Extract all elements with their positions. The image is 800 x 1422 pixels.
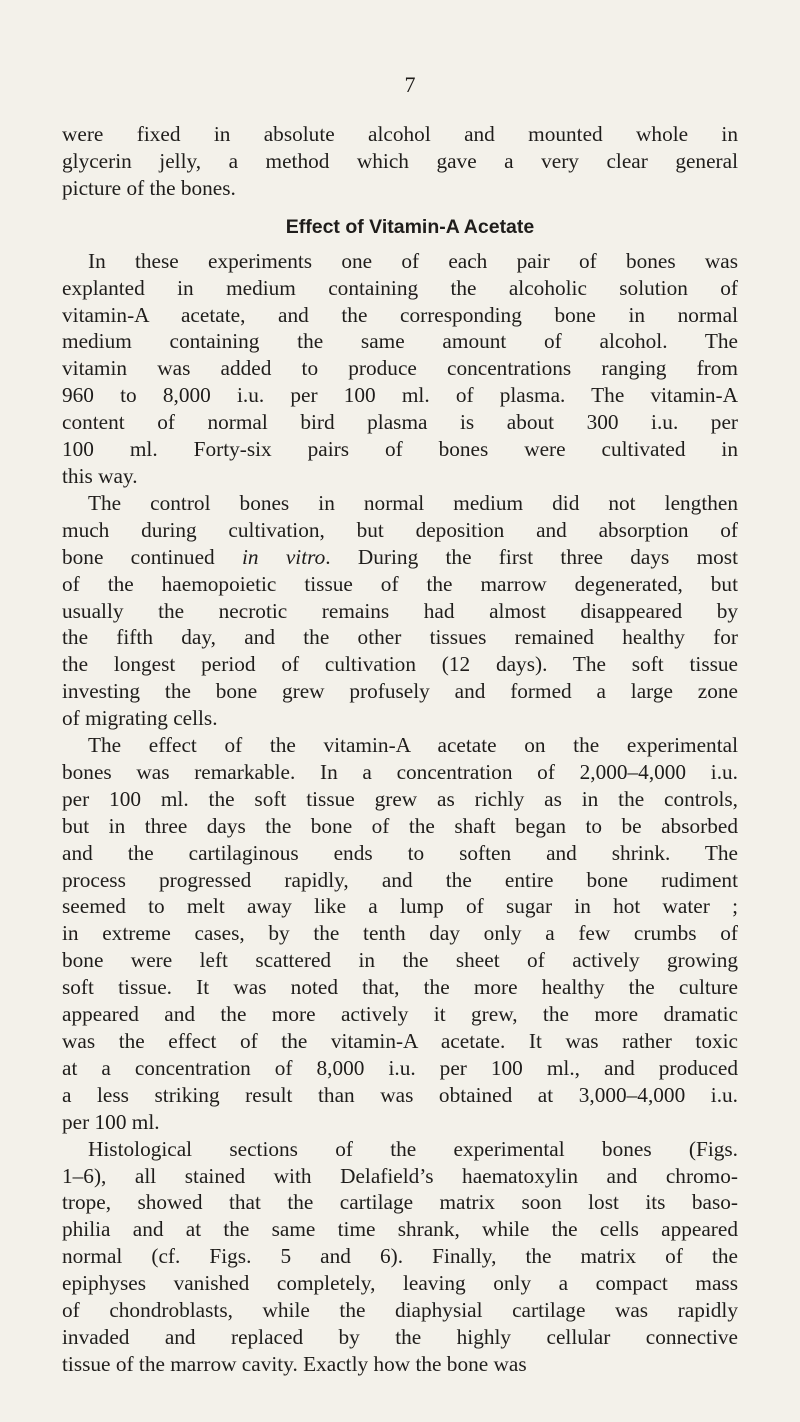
text-line: vitamin was added to produce concentrations ranging from: [62, 356, 738, 381]
text-line: a less striking result than was obtained at 3,000–4,000 i.u.: [62, 1082, 738, 1107]
text-line: per 100 ml.: [62, 1109, 160, 1134]
text-line: 960 to 8,000 i.u. per 100 ml. of plasma. The vitamin-A: [62, 383, 738, 408]
text-line: Histological sections of the experimental bones (Figs.: [88, 1136, 738, 1161]
text-line: in extreme cases, by the tenth day only a few crumbs of: [62, 921, 738, 946]
body-paragraph: [62, 248, 738, 490]
text-line: appeared and the more actively it grew, the more dramatic: [62, 1002, 738, 1027]
text-line: investing the bone grew profusely and formed a large zone: [62, 679, 738, 704]
text-line: bone continued in vitro. During the first three days most: [62, 544, 739, 569]
text-line: were fixed in absolute alcohol and mounted whole in: [62, 122, 738, 146]
body-paragraphs: [62, 248, 738, 1378]
text-line: of migrating cells.: [62, 706, 218, 731]
text-line: this way.: [62, 463, 138, 488]
text-line: epiphyses vanished completely, leaving only a compact mass: [62, 1271, 738, 1296]
text-line: and the cartilaginous ends to soften and shrink. The: [62, 840, 738, 865]
text-line: the longest period of cultivation (12 days). The soft tissue: [62, 652, 738, 677]
text-line: tissue of the marrow cavity. Exactly how the bone was: [62, 1351, 527, 1376]
text-line: of the haemopoietic tissue of the marrow degenerated, but: [62, 571, 738, 596]
text-line: of chondroblasts, while the diaphysial cartilage was rapidly: [62, 1298, 738, 1323]
page-number: 7: [404, 72, 416, 97]
section-heading: Effect of Vitamin-A Acetate: [285, 215, 535, 238]
body-paragraph: [62, 1136, 738, 1378]
text-line: per 100 ml. the soft tissue grew as richly as in the controls,: [62, 786, 738, 811]
text-line: vitamin-A acetate, and the corresponding bone in normal: [62, 302, 738, 327]
text-line: normal (cf. Figs. 5 and 6). Finally, the matrix of the: [62, 1244, 738, 1269]
text-line: usually the necrotic remains had almost disappeared by: [62, 598, 738, 623]
text-line: process progressed rapidly, and the entire bone rudiment: [62, 867, 738, 892]
text-line: soft tissue. It was noted that, the more healthy the culture: [62, 975, 738, 1000]
text-line: invaded and replaced by the highly cellular connective: [62, 1324, 738, 1349]
text-line: seemed to melt away like a lump of sugar in hot water ;: [62, 894, 738, 919]
text-line: was the effect of the vitamin-A acetate. It was rather toxic: [62, 1029, 738, 1053]
text-line: The effect of the vitamin-A acetate on the experimental: [88, 733, 738, 758]
text-line: The control bones in normal medium did not lengthen: [88, 490, 738, 515]
body-paragraph: [62, 490, 738, 732]
text-line: 1–6), all stained with Delafield’s haematoxylin and chromo-: [62, 1163, 738, 1188]
text-line: much during cultivation, but deposition and absorption of: [62, 517, 738, 542]
text-line: at a concentration of 8,000 i.u. per 100 ml., and produced: [62, 1055, 738, 1080]
text-line: the fifth day, and the other tissues remained healthy for: [62, 625, 738, 650]
text-line: In these experiments one of each pair of bones was: [88, 248, 738, 273]
text-line: medium containing the same amount of alcohol. The: [62, 329, 738, 354]
text-line: bone were left scattered in the sheet of actively growing: [62, 948, 738, 973]
text-line: philia and at the same time shrank, while the cells appeared: [62, 1217, 738, 1242]
text-line: explanted in medium containing the alcoholic solution of: [62, 275, 738, 300]
body-paragraph: [62, 732, 738, 1136]
text-line: content of normal bird plasma is about 300 i.u. per: [62, 410, 738, 435]
text-line: 100 ml. Forty-six pairs of bones were cultivated in: [62, 437, 738, 462]
text-line: picture of the bones.: [62, 175, 236, 200]
text-line: but in three days the bone of the shaft began to be absorbed: [62, 813, 738, 838]
text-line: trope, showed that the cartilage matrix soon lost its baso-: [62, 1190, 738, 1215]
text-line: glycerin jelly, a method which gave a very clear general: [62, 148, 738, 173]
intro-paragraph: [62, 121, 738, 202]
intro-text: [62, 121, 738, 202]
text-line: bones was remarkable. In a concentration of 2,000–4,000 i.u.: [62, 759, 738, 784]
